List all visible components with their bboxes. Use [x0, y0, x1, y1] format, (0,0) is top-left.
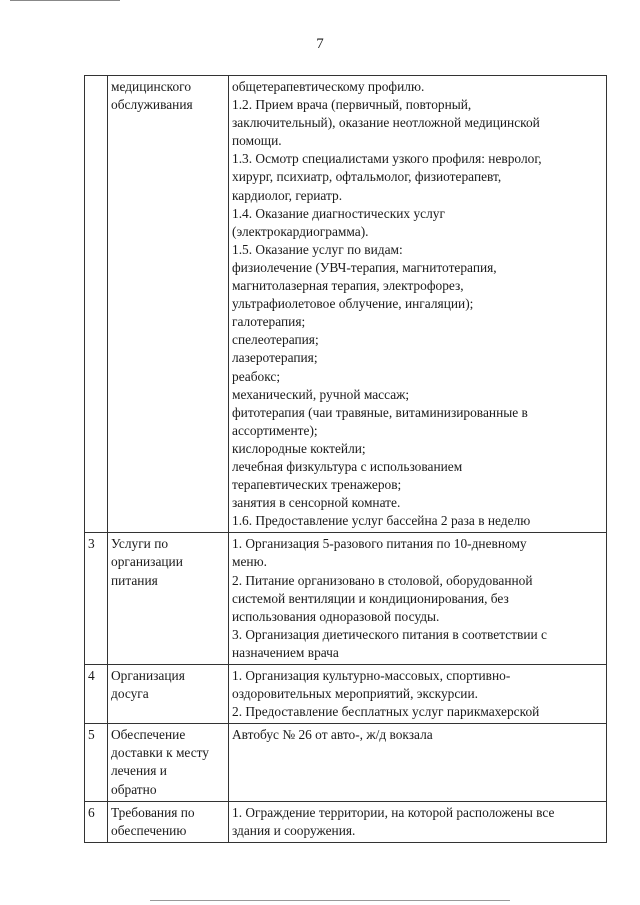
services-table-body	[85, 76, 607, 843]
service-description-line: меню.	[232, 554, 267, 570]
service-description-line: ассортименте);	[232, 422, 318, 438]
service-description-line: занятия в сенсорной комнате.	[232, 495, 401, 511]
service-name-line: обслуживания	[111, 97, 193, 113]
service-name-line: медицинского	[111, 79, 192, 94]
table-row	[85, 533, 607, 665]
service-description-line: 1. Организация 5-разового питания по 10-дневному	[232, 536, 527, 552]
service-description-line: физиолечение (УВЧ-терапия, магнитотерапия,	[232, 259, 497, 275]
service-description-line: назначением врача	[232, 644, 339, 660]
row-number: 4	[85, 665, 108, 724]
service-description-line: 1. Ограждение территории, на которой расположены все	[232, 804, 555, 820]
service-name-line: досуга	[111, 686, 149, 702]
service-description-line: 2. Предоставление бесплатных услуг парикмахерской	[232, 704, 540, 720]
service-name-cell	[108, 724, 229, 801]
service-description-line: использования одноразовой посуды.	[232, 608, 440, 624]
service-description-line: помощи.	[232, 133, 282, 149]
service-description-line: 1.6. Предоставление услуг бассейна 2 раза в неделю	[232, 513, 531, 529]
service-description-line: здания и сооружения.	[232, 822, 356, 838]
service-description-line: общетерапевтическому профилю.	[232, 79, 425, 94]
service-description-line: системой вентиляции и кондиционирования, без	[232, 590, 509, 606]
service-description-cell	[229, 801, 607, 842]
table-row	[85, 76, 607, 533]
table-row	[85, 665, 607, 724]
service-name-cell	[108, 665, 229, 724]
service-description-line: Автобус № 26 от авто-, ж/д вокзала	[232, 727, 433, 743]
table-row	[85, 801, 607, 842]
table-row	[85, 724, 607, 801]
service-description-line: кислородные коктейли;	[232, 440, 366, 456]
service-name-line: обратно	[111, 781, 157, 797]
service-description-line: механический, ручной массаж;	[232, 386, 410, 402]
service-description-line: магнитолазерная терапия, электрофорез,	[232, 278, 464, 294]
service-name-cell	[108, 76, 229, 533]
service-description-line: 1. Организация культурно-массовых, спортивно-	[232, 668, 511, 683]
services-table	[84, 75, 607, 843]
service-name-line: Услуги по	[111, 536, 169, 552]
service-name-line: обеспечению	[111, 822, 187, 838]
service-description-cell	[229, 76, 607, 533]
service-description-cell	[229, 533, 607, 665]
service-description-line: оздоровительных мероприятий, экскурсии.	[232, 686, 478, 702]
service-description-line: реабокс;	[232, 368, 281, 384]
service-description-line: 2. Питание организовано в столовой, оборудованной	[232, 572, 533, 588]
service-name-line: лечения и	[111, 763, 167, 779]
scan-artifact	[150, 900, 510, 901]
service-description-line: хирург, психиатр, офтальмолог, физиотерапевт,	[232, 169, 502, 185]
service-name-line: Обеспечение	[111, 727, 186, 743]
service-name-line: Организация	[111, 668, 185, 683]
service-description-line: 3. Организация диетического питания в соответствии с	[232, 626, 547, 642]
service-description-line: 1.3. Осмотр специалистами узкого профиля: невролог,	[232, 151, 542, 167]
service-name-cell	[108, 801, 229, 842]
service-description-line: (электрокардиограмма).	[232, 223, 369, 239]
service-description-line: лазеротерапия;	[232, 350, 318, 366]
service-description-line: 1.2. Прием врача (первичный, повторный,	[232, 97, 472, 113]
service-description-line: заключительный), оказание неотложной медицинской	[232, 115, 540, 131]
service-description-line: ультрафиолетовое облучение, ингаляции);	[232, 296, 474, 312]
service-description-line: 1.5. Оказание услуг по видам:	[232, 241, 403, 257]
service-description-line: фитотерапия (чаи травяные, витаминизированные в	[232, 404, 528, 420]
service-description-cell	[229, 665, 607, 724]
row-number: 6	[85, 801, 108, 842]
service-description-line: галотерапия;	[232, 314, 306, 330]
service-name-cell	[108, 533, 229, 665]
service-description-cell	[229, 724, 607, 801]
service-name-line: организации	[111, 554, 183, 570]
service-name-line: доставки к месту	[111, 745, 210, 761]
row-number	[85, 76, 108, 533]
row-number: 3	[85, 533, 108, 665]
service-description-line: терапевтических тренажеров;	[232, 477, 402, 493]
page-number: 7	[316, 36, 324, 52]
scan-artifact	[10, 0, 120, 1]
service-name-line: питания	[111, 572, 158, 588]
service-description-line: лечебная физкультура с использованием	[232, 458, 463, 474]
service-name-line: Требования по	[111, 804, 195, 820]
service-description-line: 1.4. Оказание диагностических услуг	[232, 205, 445, 221]
row-number: 5	[85, 724, 108, 801]
service-description-line: спелеотерапия;	[232, 332, 319, 348]
service-description-line: кардиолог, гериатр.	[232, 187, 343, 203]
